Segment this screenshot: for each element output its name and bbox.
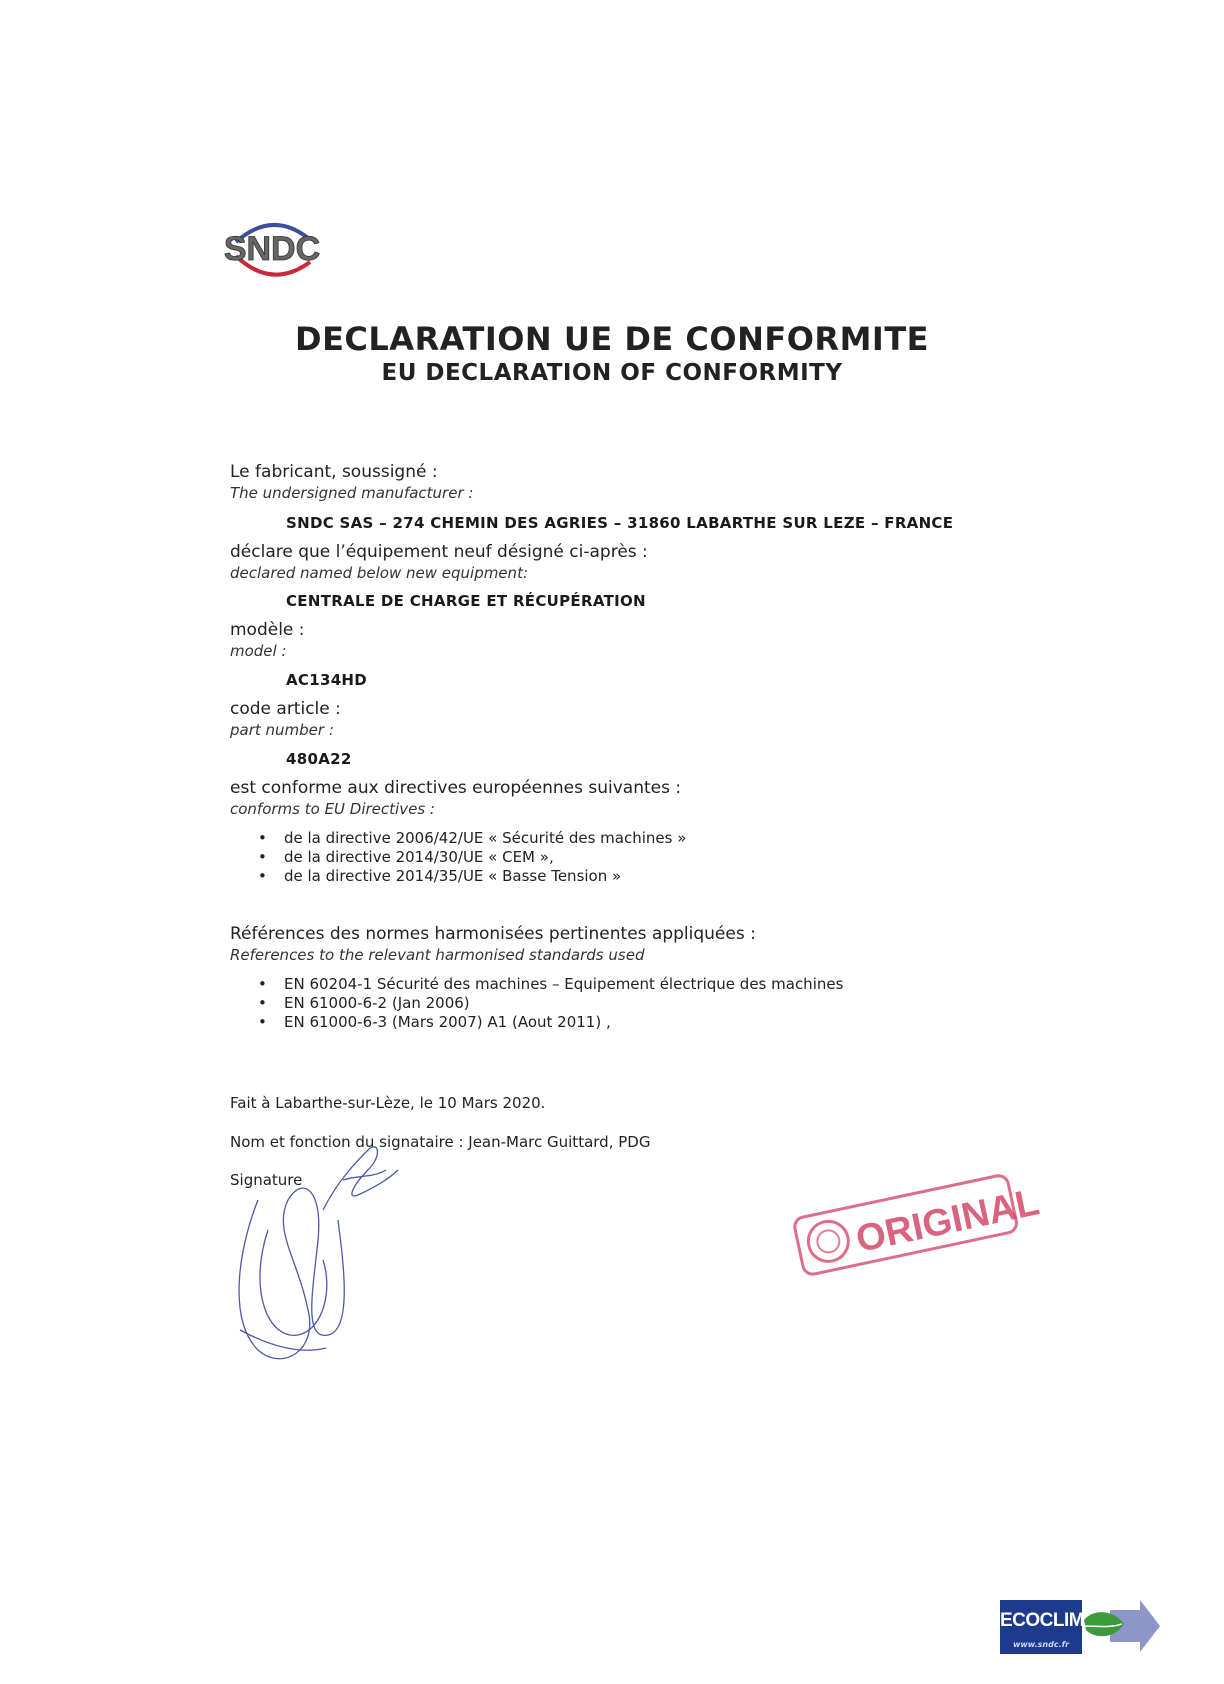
equipment-label-fr: déclare que l’équipement neuf désigné ci-après : bbox=[230, 542, 648, 562]
stamp-text: ORIGINAL bbox=[852, 1181, 1043, 1261]
signature-scribble bbox=[228, 1140, 408, 1370]
original-stamp bbox=[790, 1172, 1043, 1272]
standard-item: • EN 60204-1 Sécurité des machines – Equipement électrique des machines bbox=[258, 975, 844, 993]
title-en: EU DECLARATION OF CONFORMITY bbox=[381, 360, 843, 386]
directives-label-fr: est conforme aux directives européennes suivantes : bbox=[230, 778, 682, 798]
part-value: 480A22 bbox=[286, 750, 352, 768]
equipment-label-en: declared named below new equipment: bbox=[230, 564, 529, 582]
standards-label-fr: Références des normes harmonisées pertinentes appliquées : bbox=[230, 924, 756, 944]
model-value: AC134HD bbox=[286, 671, 368, 689]
sndc-logo bbox=[223, 212, 321, 282]
ecoclim-url: www.sndc.fr bbox=[1012, 1640, 1070, 1649]
standard-item: • EN 61000-6-3 (Mars 2007) A1 (Aout 2011) , bbox=[258, 1013, 611, 1031]
part-label-en: part number : bbox=[230, 721, 334, 739]
model-label-en: model : bbox=[230, 642, 287, 660]
manufacturer-value: SNDC SAS – 274 CHEMIN DES AGRIES – 31860 LABARTHE SUR LEZE – FRANCE bbox=[286, 514, 954, 532]
directive-item: • de la directive 2006/42/UE « Sécurité des machines » bbox=[258, 829, 687, 847]
standards-label-en: References to the relevant harmonised standards used bbox=[230, 946, 645, 964]
ecoclim-name: ECOCLIM bbox=[1000, 1610, 1085, 1631]
signatory: Nom et fonction du signataire : Jean-Marc Guittard, PDG bbox=[230, 1133, 651, 1151]
manufacturer-label-fr: Le fabricant, soussigné : bbox=[230, 462, 438, 482]
title-fr: DECLARATION UE DE CONFORMITE bbox=[295, 320, 929, 358]
place-date: Fait à Labarthe-sur-Lèze, le 10 Mars 2020. bbox=[230, 1094, 546, 1112]
ecoclim-arrow-leaf-icon bbox=[1080, 1600, 1160, 1656]
ecoclim-logo bbox=[1000, 1600, 1160, 1656]
ecoclim-box bbox=[1000, 1600, 1085, 1654]
sndc-logo-text: SNDC bbox=[223, 230, 321, 268]
equipment-value: CENTRALE DE CHARGE ET RÉCUPÉRATION bbox=[286, 592, 646, 610]
directives-label-en: conforms to EU Directives : bbox=[230, 800, 435, 818]
model-label-fr: modèle : bbox=[230, 620, 305, 640]
manufacturer-label-en: The undersigned manufacturer : bbox=[230, 484, 474, 502]
standard-item: • EN 61000-6-2 (Jan 2006) bbox=[258, 994, 470, 1012]
directive-item: • de la directive 2014/35/UE « Basse Tension » bbox=[258, 867, 622, 885]
part-label-fr: code article : bbox=[230, 699, 341, 719]
directive-item: • de la directive 2014/30/UE « CEM », bbox=[258, 848, 554, 866]
signature-label: Signature bbox=[230, 1171, 303, 1189]
